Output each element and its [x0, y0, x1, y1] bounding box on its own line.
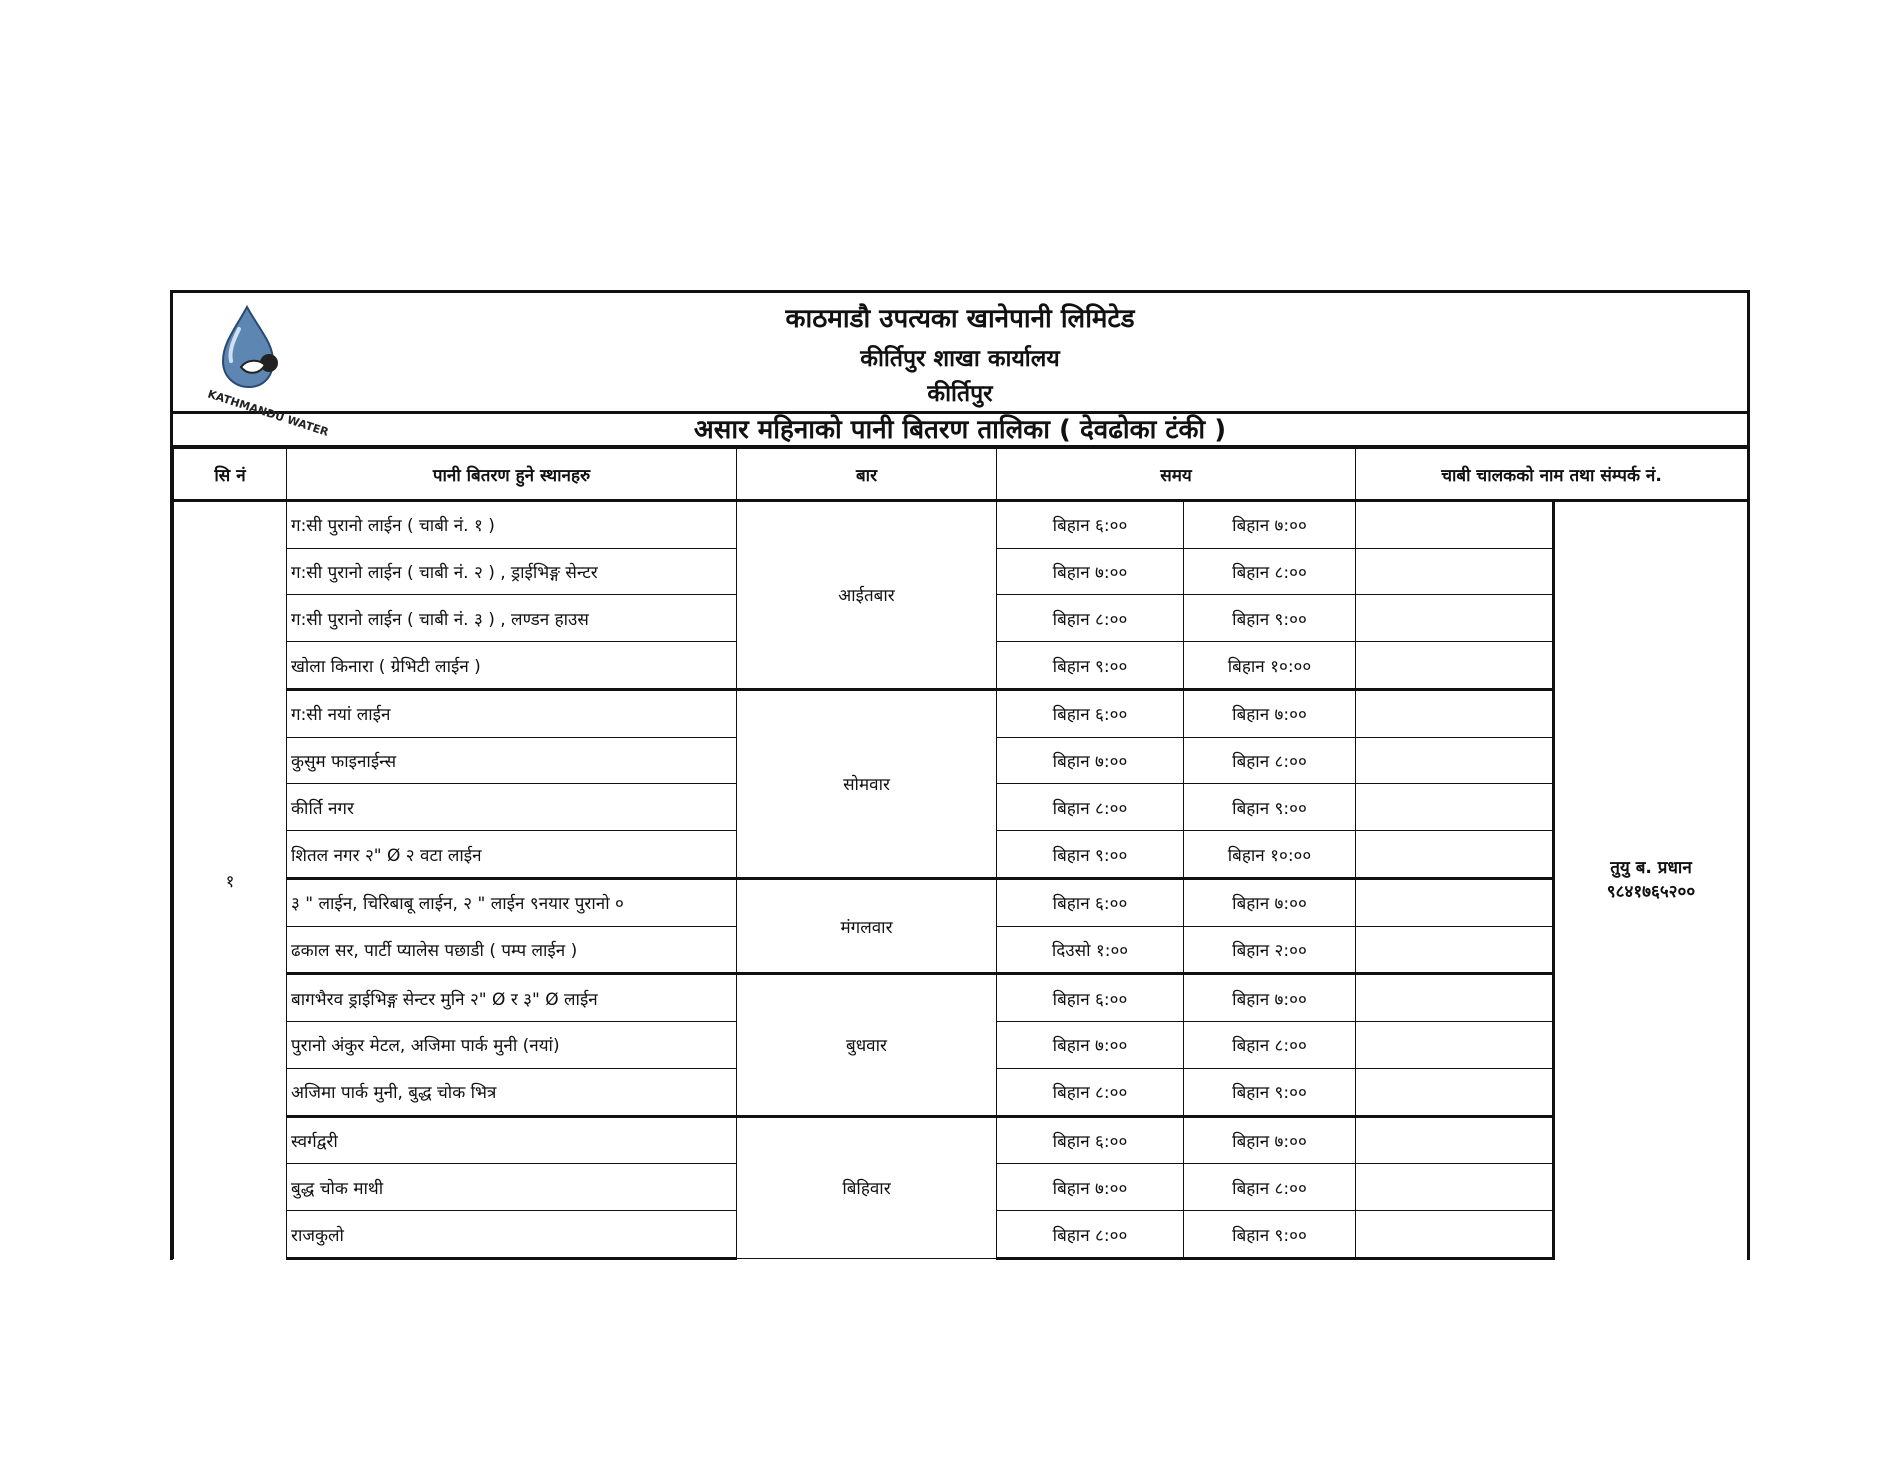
time-from-cell: बिहान ६:०० — [997, 689, 1184, 737]
col-header-contact: चाबी चालकको नाम तथा संम्पर्क नं. — [1356, 449, 1748, 501]
empty-cell — [1356, 1164, 1554, 1211]
time-to-cell: बिहान ८:०० — [1184, 1164, 1356, 1211]
time-from-cell: बिहान ७:०० — [997, 548, 1184, 595]
empty-cell — [1356, 1116, 1554, 1164]
time-to-cell: बिहान १०:०० — [1184, 642, 1356, 690]
col-header-sn: सि नं — [174, 449, 287, 501]
empty-cell — [1356, 926, 1554, 974]
time-from-cell: बिहान ९:०० — [997, 831, 1184, 879]
col-header-places: पानी बितरण हुने स्थानहरु — [287, 449, 737, 501]
schedule-body — [174, 501, 1748, 1259]
empty-cell — [1356, 548, 1554, 595]
day-cell: मंगलवार — [737, 878, 997, 974]
place-cell: बागभैरव ड्राईभिङ्ग सेन्टर मुनि २" Ø र ३" Ø लाईन — [287, 974, 737, 1022]
place-cell: पुरानो अंकुर मेटल, अजिमा पार्क मुनी (नयां) — [287, 1022, 737, 1069]
place-cell: कीर्ति नगर — [287, 784, 737, 831]
day-cell: बुधवार — [737, 974, 997, 1116]
contact-phone: ९८४१७६५२०० — [1606, 882, 1696, 903]
place-cell: स्वर्गद्वरी — [287, 1116, 737, 1164]
time-to-cell: बिहान ९:०० — [1184, 595, 1356, 642]
empty-cell — [1356, 1068, 1554, 1116]
time-to-cell: बिहान ८:०० — [1184, 548, 1356, 595]
branch-name: कीर्तिपुर शाखा कार्यालय — [860, 346, 1060, 372]
empty-cell — [1356, 501, 1554, 549]
time-from-cell: बिहान ९:०० — [997, 642, 1184, 690]
place-cell: शितल नगर २" Ø २ वटा लाईन — [287, 831, 737, 879]
time-from-cell: बिहान ८:०० — [997, 1211, 1184, 1259]
empty-cell — [1356, 689, 1554, 737]
distribution-schedule-table — [173, 448, 1748, 1260]
table-row — [174, 1116, 1748, 1164]
col-header-day: बार — [737, 449, 997, 501]
col-header-time: समय — [997, 449, 1356, 501]
day-cell: आईतबार — [737, 501, 997, 690]
time-to-cell: बिहान ७:०० — [1184, 878, 1356, 926]
place-cell: कुसुम फाइनाईन्स — [287, 737, 737, 784]
time-to-cell: बिहान २:०० — [1184, 926, 1356, 974]
city-name: कीर्तिपुर — [927, 381, 993, 407]
time-from-cell: बिहान ८:०० — [997, 595, 1184, 642]
table-title: असार महिनाको पानी बितरण तालिका ( देवढोका टंकी ) — [173, 411, 1747, 448]
empty-cell — [1356, 831, 1554, 879]
empty-cell — [1356, 1022, 1554, 1069]
empty-cell — [1356, 595, 1554, 642]
logo-lettering: KATHMANDU WATER — [206, 387, 331, 439]
contact-name: तुयु ब. प्रधान — [1610, 858, 1692, 879]
time-from-cell: बिहान ७:०० — [997, 1164, 1184, 1211]
table-row — [174, 974, 1748, 1022]
time-to-cell: बिहान ९:०० — [1184, 1068, 1356, 1116]
contact-cell — [1554, 501, 1748, 1259]
empty-cell — [1356, 784, 1554, 831]
time-to-cell: बिहान ७:०० — [1184, 689, 1356, 737]
time-from-cell: बिहान ६:०० — [997, 974, 1184, 1022]
place-cell: ग:सी नयां लाईन — [287, 689, 737, 737]
time-to-cell: बिहान ९:०० — [1184, 1211, 1356, 1259]
time-from-cell: बिहान ८:०० — [997, 1068, 1184, 1116]
time-to-cell: बिहान ७:०० — [1184, 974, 1356, 1022]
time-to-cell: बिहान १०:०० — [1184, 831, 1356, 879]
serial-number: १ — [174, 501, 287, 1259]
time-from-cell: बिहान ७:०० — [997, 1022, 1184, 1069]
empty-cell — [1356, 1211, 1554, 1259]
time-from-cell: बिहान ७:०० — [997, 737, 1184, 784]
day-cell: सोमवार — [737, 689, 997, 878]
place-cell: अजिमा पार्क मुनी, बुद्ध चोक भित्र — [287, 1068, 737, 1116]
schedule-sheet — [170, 290, 1750, 1260]
time-to-cell: बिहान ८:०० — [1184, 1022, 1356, 1069]
time-from-cell: दिउसो १:०० — [997, 926, 1184, 974]
place-cell: ग:सी पुरानो लाईन ( चाबी नं. १ ) — [287, 501, 737, 549]
time-to-cell: बिहान ९:०० — [1184, 784, 1356, 831]
time-from-cell: बिहान ६:०० — [997, 1116, 1184, 1164]
table-row — [174, 689, 1748, 737]
time-to-cell: बिहान ७:०० — [1184, 501, 1356, 549]
time-to-cell: बिहान ८:०० — [1184, 737, 1356, 784]
table-row — [174, 501, 1748, 549]
table-row — [174, 878, 1748, 926]
time-from-cell: बिहान ६:०० — [997, 501, 1184, 549]
place-cell: खोला किनारा ( ग्रेभिटी लाईन ) — [287, 642, 737, 690]
day-cell: बिहिवार — [737, 1116, 997, 1258]
time-from-cell: बिहान ८:०० — [997, 784, 1184, 831]
place-cell: ढकाल सर, पार्टी प्यालेस पछाडी ( पम्प लाईन ) — [287, 926, 737, 974]
time-to-cell: बिहान ७:०० — [1184, 1116, 1356, 1164]
empty-cell — [1356, 878, 1554, 926]
empty-cell — [1356, 737, 1554, 784]
place-cell: ३ " लाईन, चिरिबाबू लाईन, २ " लाईन ९नयार पुरानो ० — [287, 878, 737, 926]
empty-cell — [1356, 974, 1554, 1022]
place-cell: ग:सी पुरानो लाईन ( चाबी नं. २ ) , ड्राईभिङ्ग सेन्टर — [287, 548, 737, 595]
header-row — [174, 449, 1748, 501]
place-cell: बुद्ध चोक माथी — [287, 1164, 737, 1211]
time-from-cell: बिहान ६:०० — [997, 878, 1184, 926]
empty-cell — [1356, 642, 1554, 690]
org-name: काठमाडौ उपत्यका खानेपानी लिमिटेड — [785, 304, 1135, 334]
place-cell: राजकुलो — [287, 1211, 737, 1259]
place-cell: ग:सी पुरानो लाईन ( चाबी नं. ३ ) , लण्डन हाउस — [287, 595, 737, 642]
